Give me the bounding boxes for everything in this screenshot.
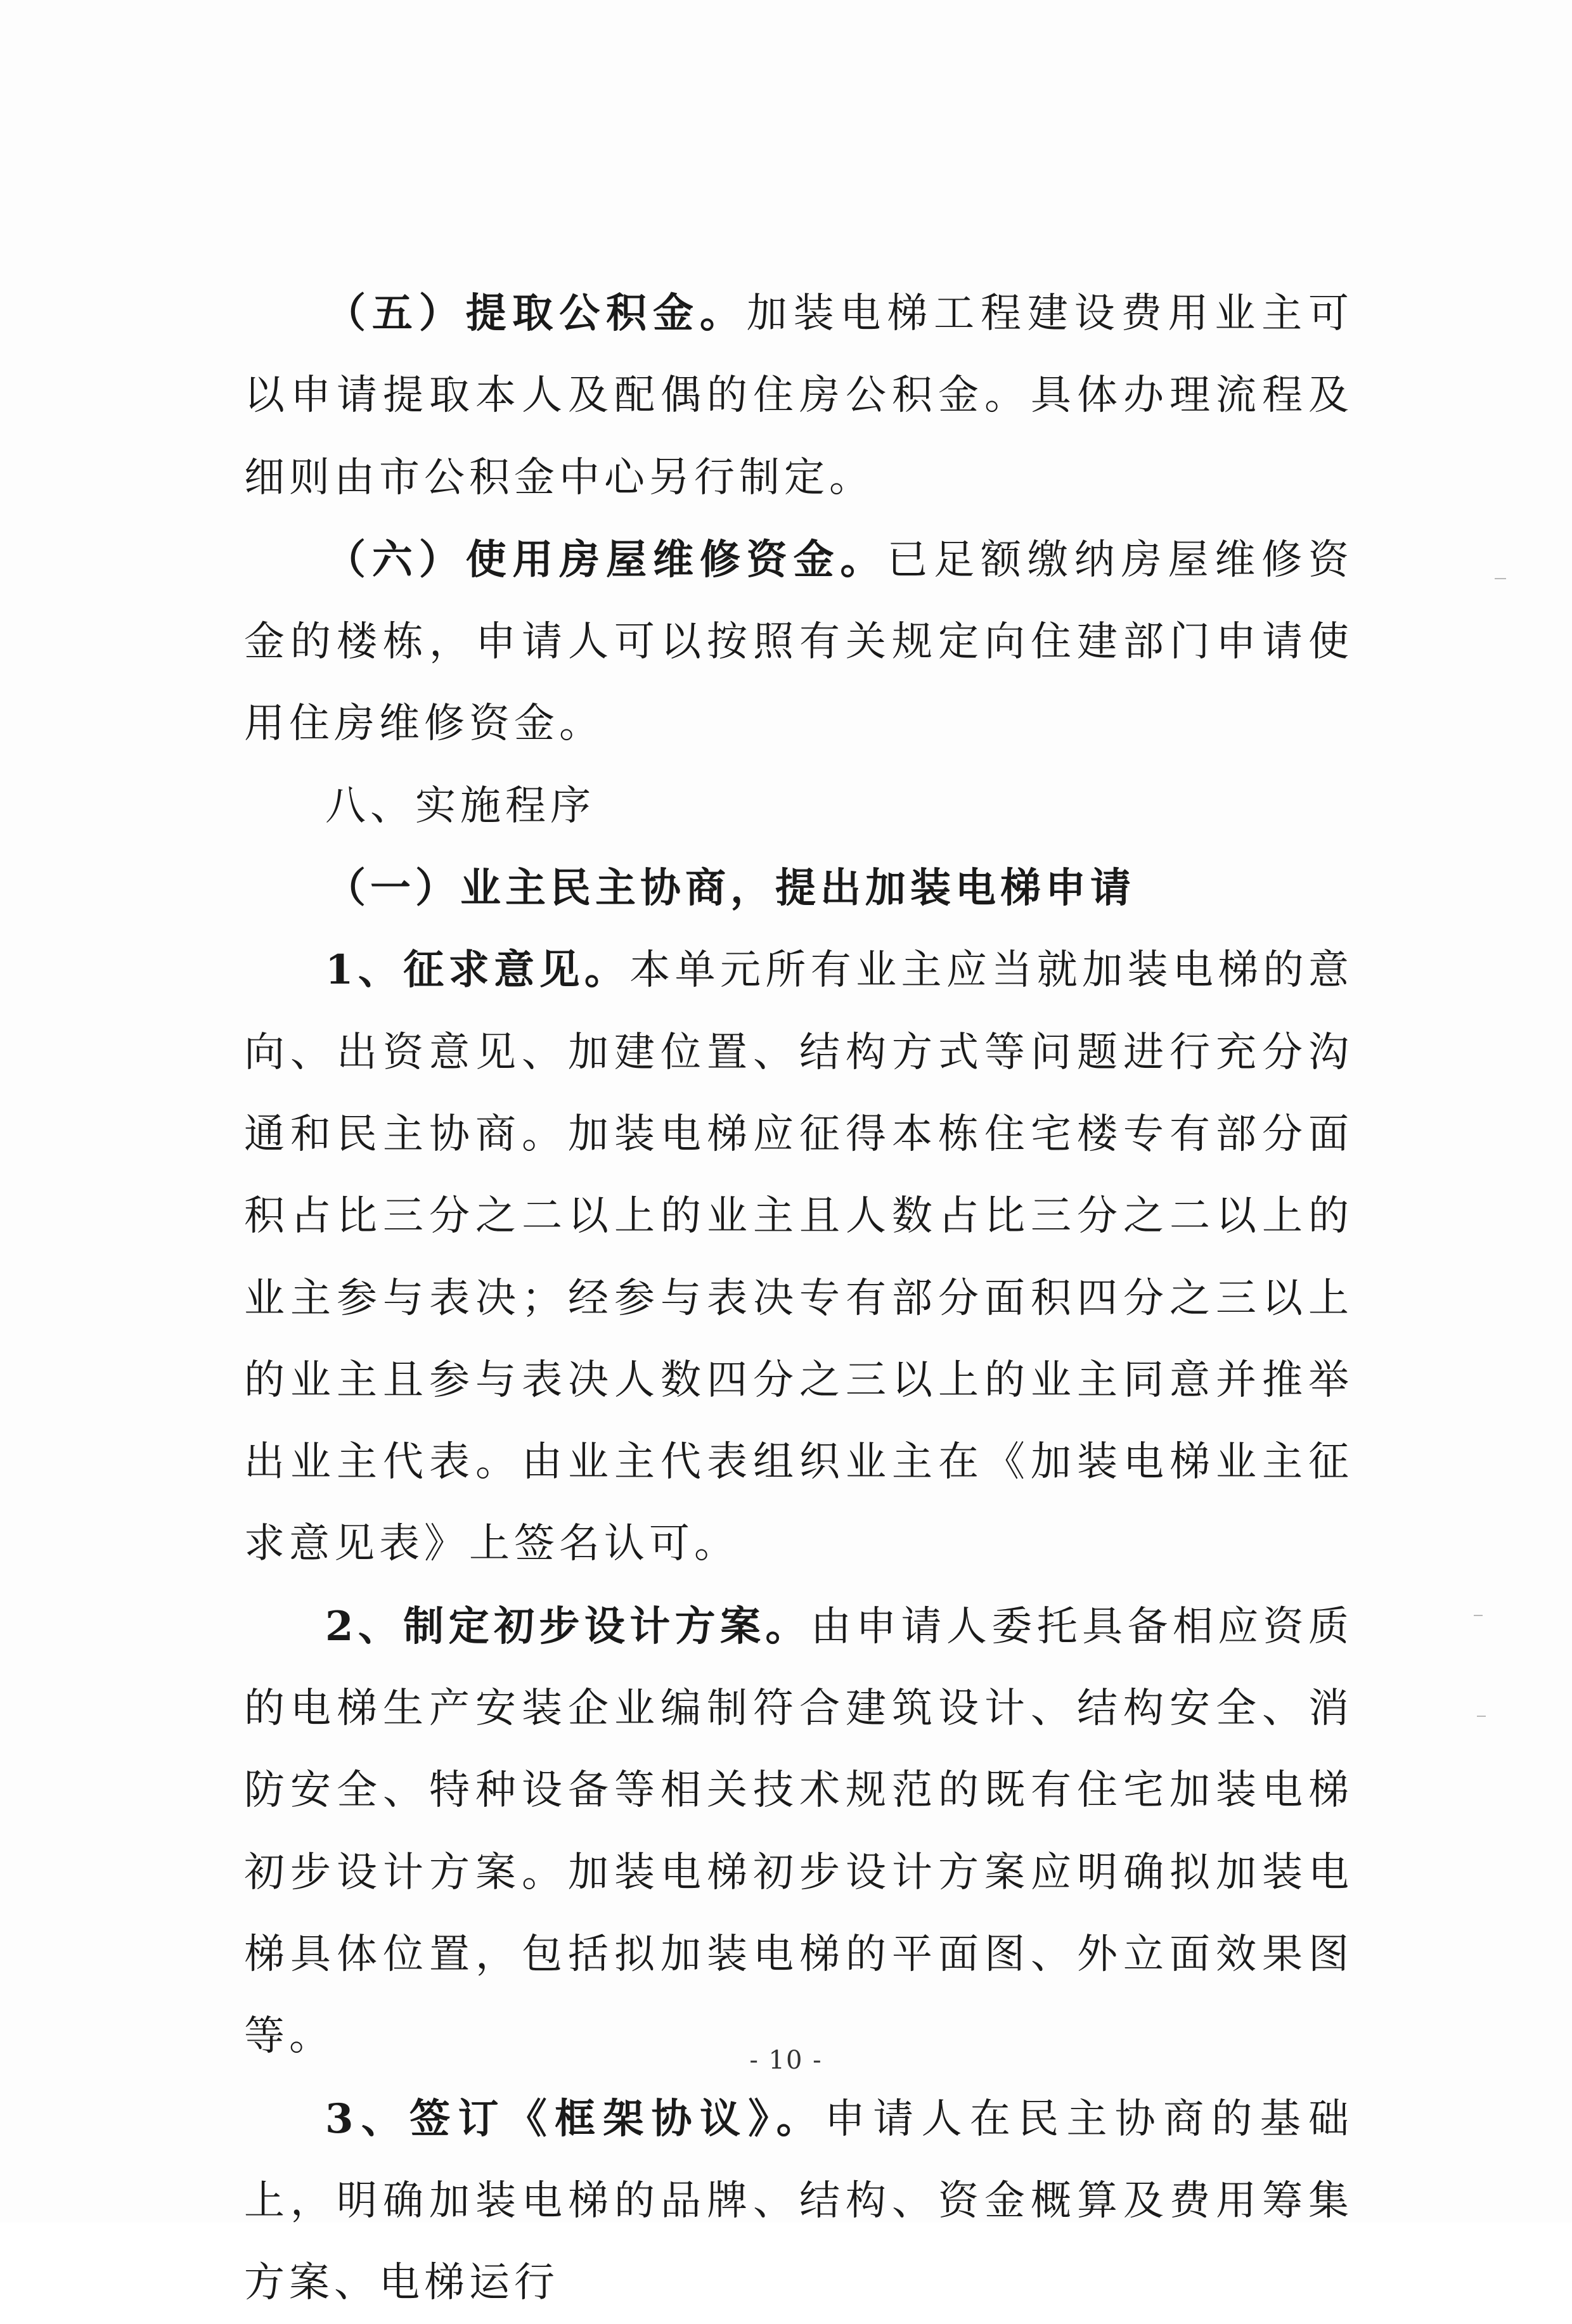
document-body xyxy=(244,273,1353,2324)
subsection-heading: （一）业主民主协商，提出加装电梯申请 xyxy=(325,864,1135,913)
item-solicit-opinions xyxy=(244,929,1353,1585)
scan-speck xyxy=(1495,578,1506,579)
item-lead: 1、征求意见。 xyxy=(325,946,630,994)
item-text: 由申请人委托具备相应资质的电梯生产安装企业编制符合建筑设计、结构安全、消防安全、特种设备等相关技术规范的既有住宅加装电梯初步设计方案。加装电梯初步设计方案应明确拟加装电梯具体位置，包括拟加装电梯的平面图、外立面效果图等。 xyxy=(244,1603,1353,2060)
item-text: 申请人在民主协商的基础上，明确加装电梯的品牌、结构、资金概算及费用筹集方案、电梯运行 xyxy=(244,2095,1354,2307)
page-number: - 10 - xyxy=(749,2046,823,2075)
scan-speck xyxy=(1474,1615,1483,1616)
item-preliminary-design xyxy=(244,1586,1353,2078)
item-lead: 2、制定初步设计方案。 xyxy=(325,1602,811,1650)
paragraph-maintenance-fund xyxy=(244,519,1353,766)
item-framework-agreement xyxy=(244,2078,1353,2324)
scan-speck xyxy=(1477,1716,1486,1717)
item-text: 本单元所有业主应当就加装电梯的意向、出资意见、加建位置、结构方式等问题进行充分沟通和民主协商。加装电梯应征得本栋住宅楼专有部分面积占比三分之二以上的业主且人数占比三分之二以上的业主参与表决；经参与表决专有部分面积四分之三以上的业主且参与表决人数四分之三以上的业主同意并推举出业主代表。由业主代表组织业主在《加装电梯业主征求意见表》上签名认可。 xyxy=(244,947,1354,1568)
item-lead: 3、签订《框架协议》。 xyxy=(325,2095,825,2143)
section-heading: 八、实施程序 xyxy=(325,782,595,830)
paragraph-text: 加装电梯工程建设费用业主可以申请提取本人及配偶的住房公积金。具体办理流程及细则由市公积金中心另行制定。 xyxy=(244,290,1354,501)
paragraph-lead: （五）提取公积金。 xyxy=(325,290,747,337)
paragraph-provident-fund xyxy=(244,273,1353,519)
paragraph-lead: （六）使用房屋维修资金。 xyxy=(325,536,887,584)
paragraph-text: 已足额缴纳房屋维修资金的楼栋，申请人可以按照有关规定向住建部门申请使用住房维修资金。 xyxy=(244,536,1354,748)
